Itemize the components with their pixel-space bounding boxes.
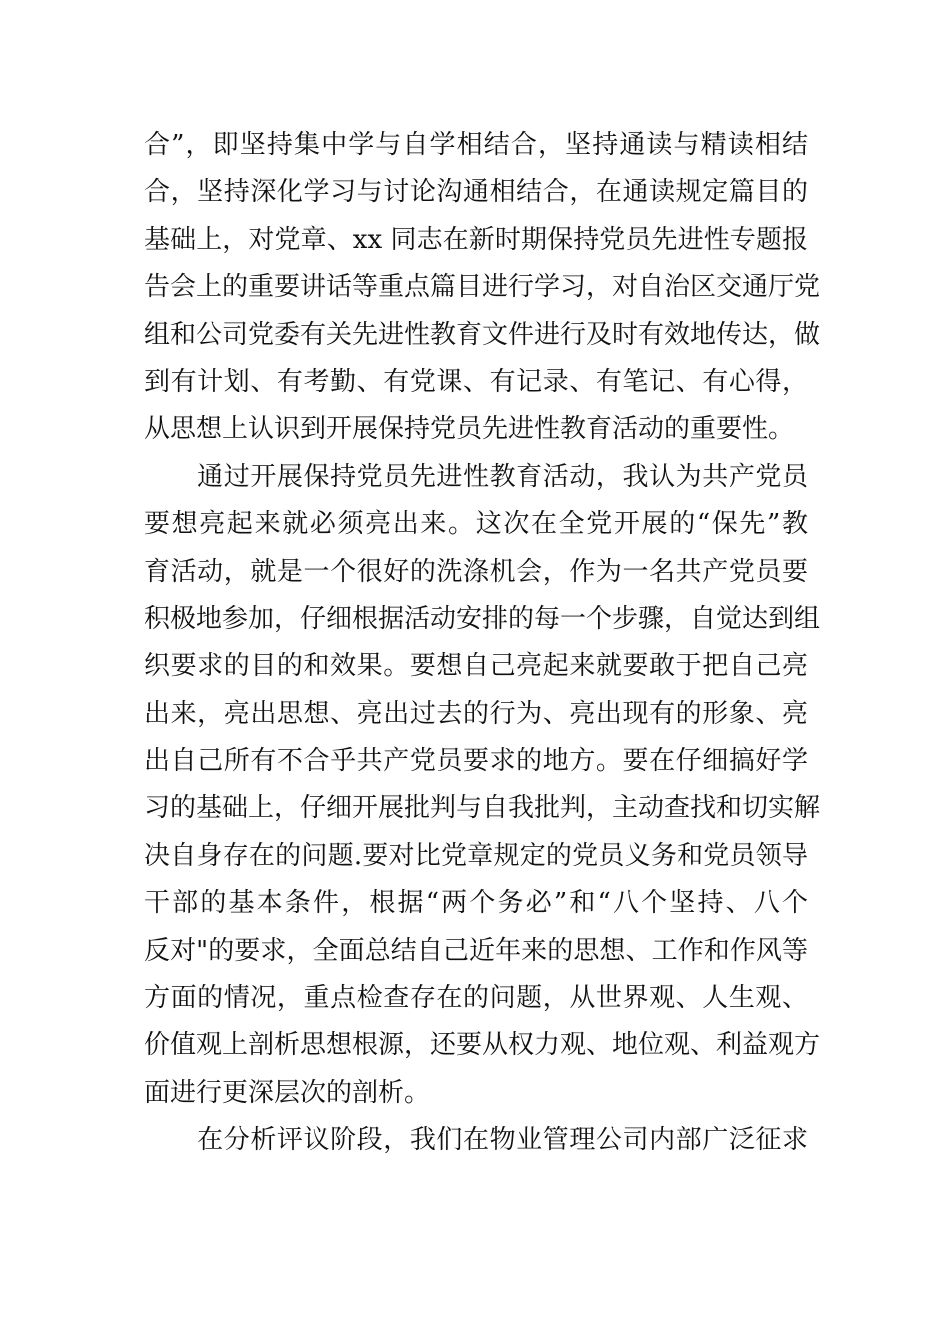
text-line: 要想亮起来就必须亮出来。这次在全党开展的“保先”教 — [144, 509, 808, 540]
text-line: 从思想上认识到开展保持党员先进性教育活动的重要性。 — [144, 414, 795, 445]
paragraph-2 — [144, 454, 821, 1117]
text-line: 面进行更深层次的剖析。 — [144, 1077, 431, 1108]
text-line: 合”，即坚持集中学与自学相结合，坚持通读与精读相结 — [144, 130, 808, 160]
text-line: 合，坚持深化学习与讨论沟通相结合，在通读规定篇目的 — [144, 177, 808, 208]
paragraph-3 — [144, 1117, 808, 1164]
text-line: 决自身存在的问题.要对比党章规定的党员义务和党员领导 — [144, 840, 808, 871]
text-line: 组和公司党委有关先进性教育文件进行及时有效地传达，做 — [144, 319, 821, 350]
text-line: 习的基础上，仔细开展批判与自我批判，主动查找和切实解 — [144, 793, 821, 824]
text-line: 在分析评议阶段，我们在物业管理公司内部广泛征求 — [144, 1125, 808, 1156]
text-line: 积极地参加，仔细根据活动安排的每一个步骤，自觉达到组 — [144, 603, 821, 634]
paragraph-1 — [144, 122, 821, 454]
text-line: 基础上，对党章、xx 同志在新时期保持党员先进性专题报 — [144, 224, 808, 255]
text-line: 通过开展保持党员先进性教育活动，我认为共产党员 — [144, 461, 808, 492]
text-line: 告会上的重要讲话等重点篇目进行学习，对自治区交通厅党 — [144, 272, 821, 303]
text-line: 干部的基本条件，根据“两个务必”和“八个坚持、八个 — [144, 888, 808, 919]
text-line: 育活动，就是一个很好的洗涤机会，作为一名共产党员要 — [144, 556, 808, 587]
text-line: 反对"的要求，全面总结自己近年来的思想、工作和作风等 — [144, 935, 808, 966]
body-text — [144, 122, 821, 1165]
text-line: 价值观上剖析思想根源，还要从权力观、地位观、利益观方 — [144, 1030, 821, 1061]
text-line: 出自己所有不合乎共产党员要求的地方。要在仔细搞好学 — [144, 746, 808, 777]
text-line: 出来，亮出思想、亮出过去的行为、亮出现有的形象、亮 — [144, 698, 808, 729]
text-line: 到有计划、有考勤、有党课、有记录、有笔记、有心得， — [144, 366, 808, 397]
text-line: 方面的情况，重点检查存在的问题，从世界观、人生观、 — [144, 983, 808, 1014]
text-line: 织要求的目的和效果。要想自己亮起来就要敢于把自己亮 — [144, 651, 808, 682]
